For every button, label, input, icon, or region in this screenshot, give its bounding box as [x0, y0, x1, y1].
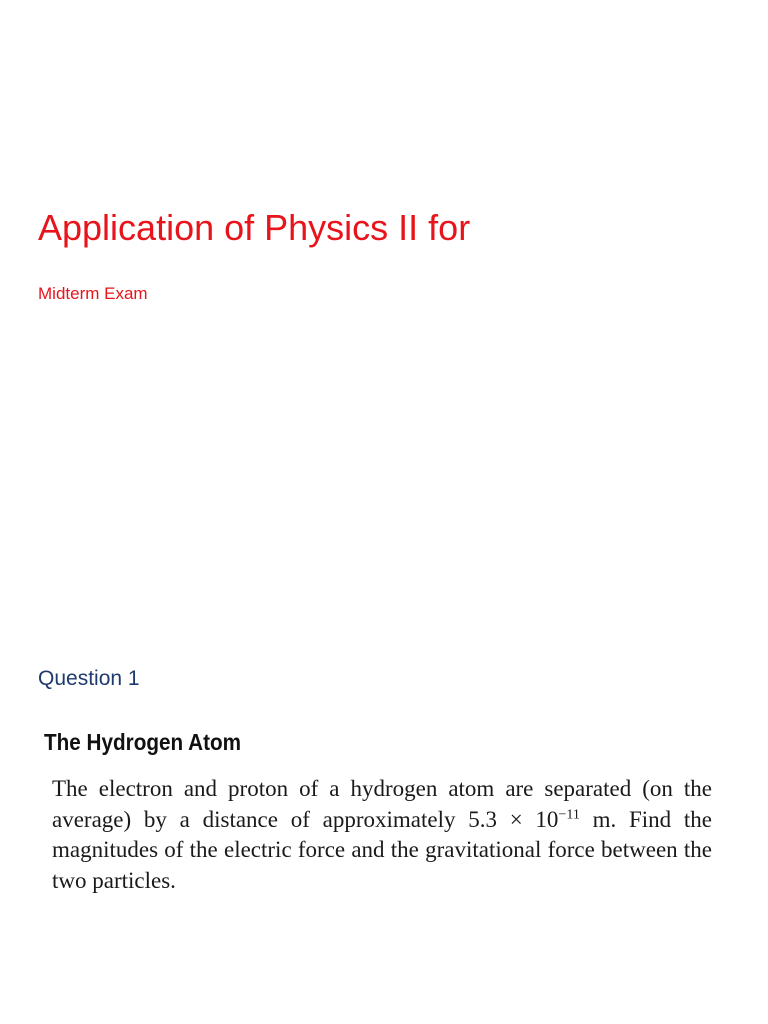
- problem-heading: The Hydrogen Atom: [44, 729, 242, 755]
- problem-text-part1: The electron and proton of a hydrogen atom are separated (on the average) by a distance of approximately 5.3 × 10: [52, 776, 712, 832]
- document-title: Application of Physics II for: [38, 207, 471, 248]
- document-subtitle: Midterm Exam: [38, 284, 148, 303]
- problem-exponent: −11: [558, 806, 580, 822]
- problem-text: [52, 774, 712, 896]
- problem-block: [44, 726, 716, 896]
- problem-text-part2: m. Find the magnitudes of the electric force and the gravitational force between the two particles.: [52, 806, 712, 893]
- question-label: Question 1: [38, 667, 140, 690]
